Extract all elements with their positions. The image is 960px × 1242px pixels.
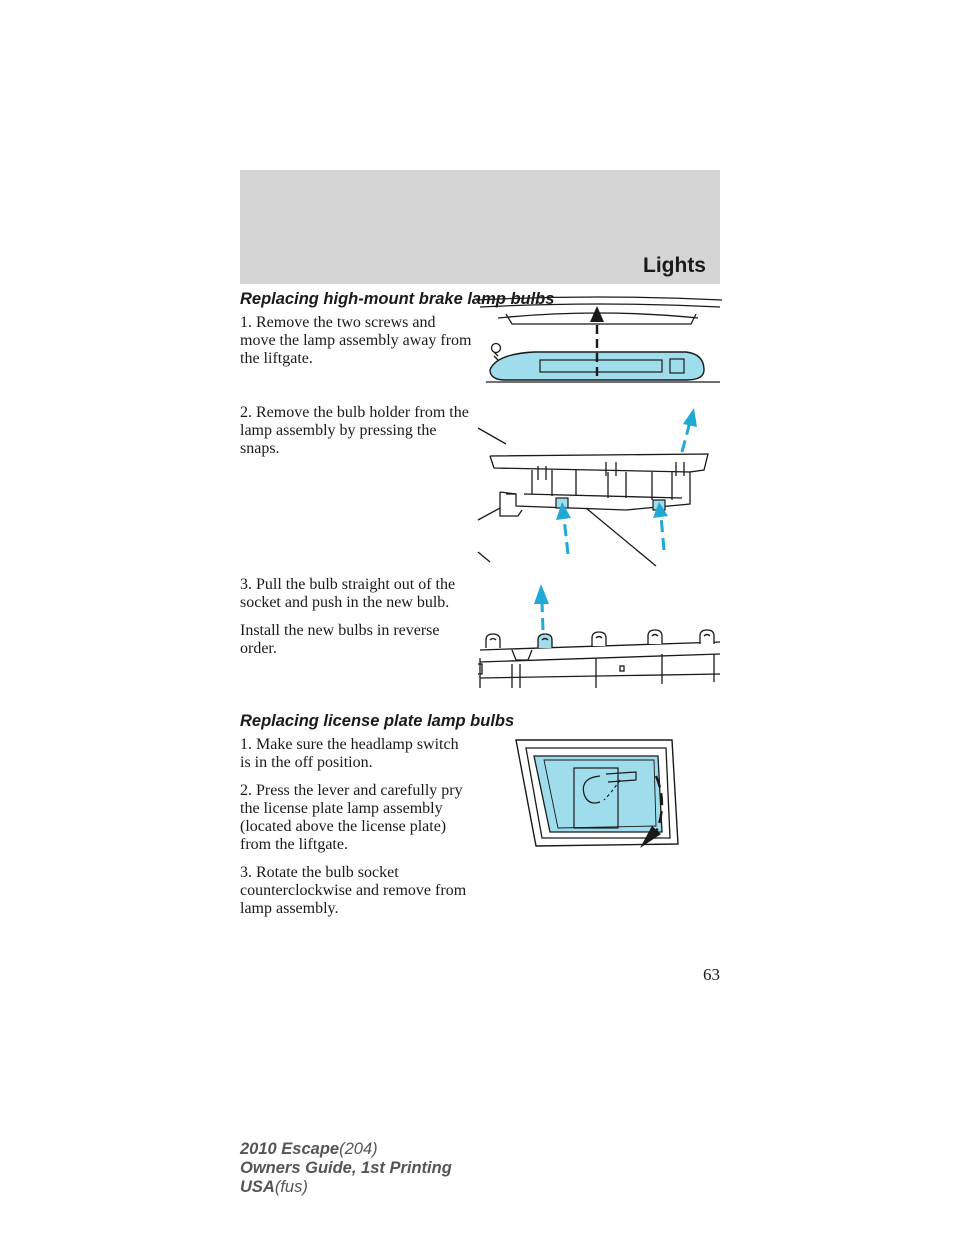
step-headlamp-switch-off: 1. Make sure the headlamp switch is in the off position.: [240, 736, 459, 771]
figure-bulb-replacement: [476, 578, 722, 690]
figure-high-mount-lamp: [476, 294, 722, 396]
footer-model: 2010 Escape: [240, 1140, 340, 1158]
footer-publication-info: [240, 1140, 452, 1197]
step-remove-bulb-holder: 2. Remove the bulb holder from the lamp assembly by pressing the snaps.: [240, 404, 469, 457]
footer-printing: Owners Guide, 1st Printing: [240, 1159, 452, 1177]
footer-market: USA: [240, 1178, 275, 1196]
step-pry-lamp-assembly: 2. Press the lever and carefully pry the license plate lamp assembly (located above the license plate) from the liftgate.: [240, 782, 463, 853]
heading-license-plate-lamp: Replacing license plate lamp bulbs: [240, 712, 515, 730]
footer-market-code: (fus): [274, 1178, 308, 1196]
step-remove-screws: 1. Remove the two screws and move the lamp assembly away from the liftgate.: [240, 314, 472, 367]
figure-license-plate-lamp: [508, 734, 686, 862]
screw-icon: [492, 344, 501, 361]
footer-model-code: (204): [339, 1140, 378, 1158]
arrow-up-icon: [556, 502, 571, 554]
heading-high-mount-brake: Replacing high-mount brake lamp bulbs: [240, 290, 555, 308]
page-number: 63: [703, 965, 720, 984]
arrow-up-icon: [534, 584, 549, 630]
step-pull-bulb: 3. Pull the bulb straight out of the socket and push in the new bulb.: [240, 576, 456, 611]
section-title: Lights: [643, 254, 706, 277]
step-rotate-bulb-socket: 3. Rotate the bulb socket counterclockwise and remove from lamp assembly.: [240, 864, 467, 917]
note-reverse-order: Install the new bulbs in reverse order.: [240, 622, 440, 657]
section-header-band: [240, 170, 720, 284]
figure-bulb-holder: [476, 398, 722, 570]
arrow-up-icon: [682, 408, 697, 452]
